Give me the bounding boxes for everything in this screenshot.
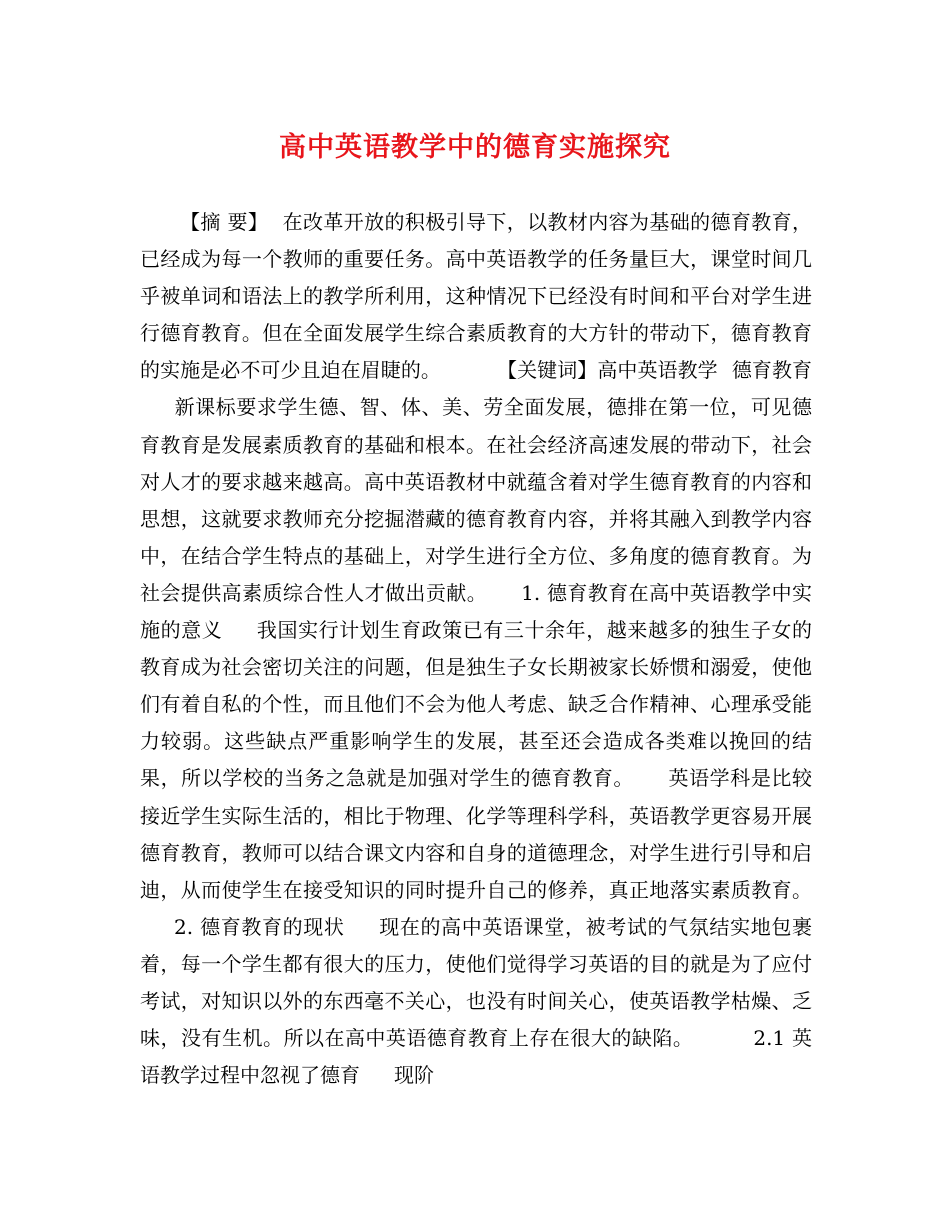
section-2-heading: 2. 德育教育的现状	[174, 914, 345, 939]
section-1-heading: 1. 德育教育在高中英语教学中实施的意义	[140, 580, 813, 643]
intro-paragraph: 新课标要求学生德、智、体、美、劳全面发展，德排在第一位，可见德育教育是发展素质教育的基础和根本。在社会经济高速发展的带动下，社会对人才的要求越来越高。高中英语教材中就蕴含着对学生德育教育的内容和思想，这就要求教师充分挖掘潜藏的德育教育内容，并将其融入到教学内容中，在结合学生特点的基础上，对学生进行全方位、多角度的德育教育。为社会提供高素质综合性人才做出贡献。	[140, 395, 812, 605]
document-title: 高中英语教学中的德育实施探究	[279, 132, 671, 163]
keywords-label: 【关键词】	[496, 358, 598, 383]
keyword-2: 德育教育	[731, 358, 813, 383]
abstract-text: 在改革开放的积极引导下，以教材内容为基础的德育教育，已经成为每一个教师的重要任务。高中英语教学的任务量巨大，课堂时间几乎被单词和语法上的教学所利用，这种情况下已经没有时间和平台对学生进行德育教育。但在全面发展学生综合素质教育的大方针的带动下，德育教育的实施是必不可少且迫在眉睫的。	[140, 210, 813, 383]
section-2-paragraph-1: 现在的高中英语课堂，被考试的气氛结实地包裹着，每一个学生都有很大的压力，使他们觉得学习英语的目的就是为了应付考试，对知识以外的东西毫不关心，也没有时间关心，使英语教学枯燥、乏味，没有生机。所以在高中英语德育教育上存在很大的缺陷。	[140, 914, 812, 1051]
section-2-1-paragraph-1: 现阶	[394, 1063, 434, 1088]
keyword-1: 高中英语教学	[597, 358, 718, 383]
section-1-paragraph-2: 英语学科是比较接近学生实际生活的，相比于物理、化学等理科学科，英语教学更容易开展德育教育，教师可以结合课文内容和自身的道德理念，对学生进行引导和启迪，从而使学生在接受知识的同时提升自己的修养，真正地落实素质教育。	[140, 766, 813, 902]
section-1-paragraph-1: 我国实行计划生育政策已有三十余年，越来越多的独生子女的教育成为社会密切关注的问题，但是独生子女长期被家长娇惯和溺爱，使他们有着自私的个性，而且他们不会为他人考虑、缺乏合作精神、心理承受能力较弱。这些缺点严重影响学生的发展，甚至还会造成各类难以挽回的结果，所以学校的当务之急就是加强对学生的德育教育。	[140, 618, 813, 791]
document-body	[140, 204, 812, 1094]
abstract-label: 【摘 要】	[180, 210, 269, 234]
section-2-1-heading: 2.1 英语教学过程中忽视了德育	[140, 1026, 813, 1088]
